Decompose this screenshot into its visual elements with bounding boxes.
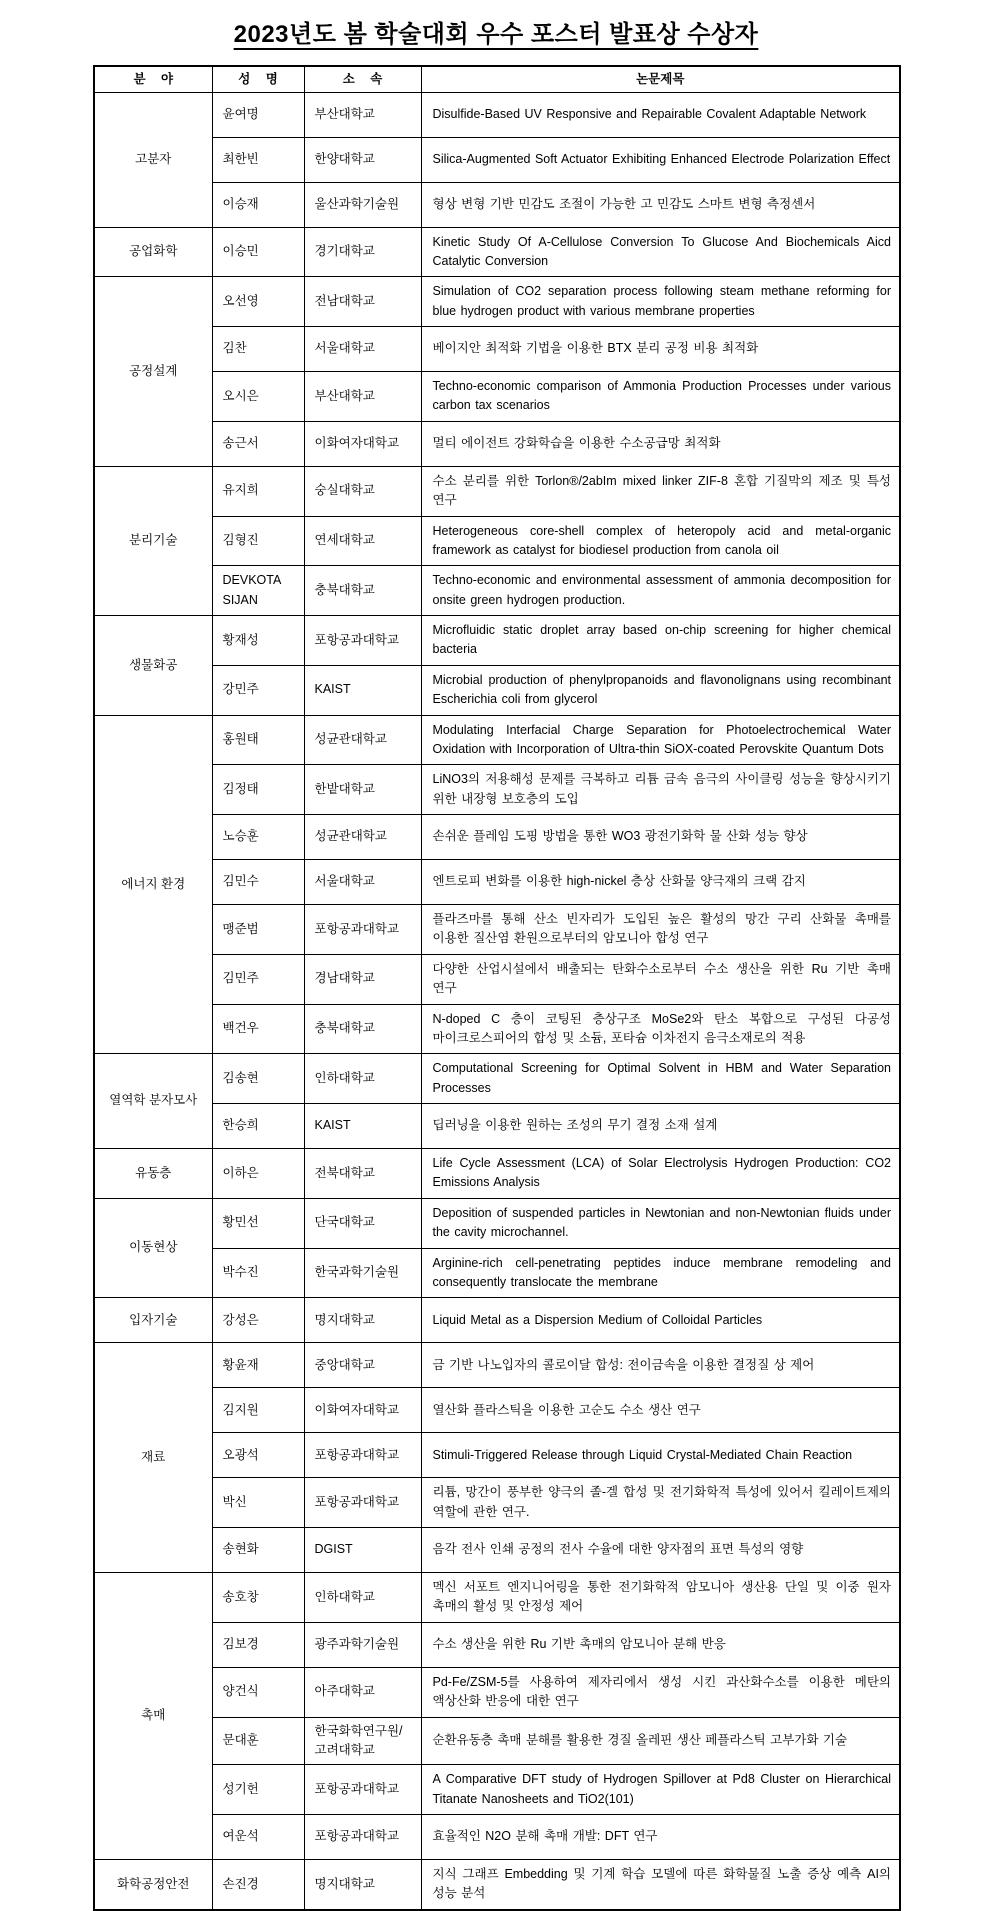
table-row [94, 277, 900, 327]
paper-title-cell: Disulfide-Based UV Responsive and Repairable Covalent Adaptable Network [421, 92, 900, 137]
field-cell: 열역학 분자모사 [94, 1054, 212, 1149]
affiliation-cell: 서울대학교 [304, 860, 421, 905]
field-cell: 유동층 [94, 1149, 212, 1199]
table-row [94, 516, 900, 566]
paper-title-cell: 음각 전사 인쇄 공정의 전사 수율에 대한 양자점의 표면 특성의 영향 [421, 1528, 900, 1573]
affiliation-cell: 전남대학교 [304, 277, 421, 327]
affiliation-cell: 한국과학기술원 [304, 1248, 421, 1298]
affiliation-cell: 인하대학교 [304, 1573, 421, 1623]
table-row [94, 1248, 900, 1298]
name-cell: 김정태 [212, 765, 304, 815]
paper-title-cell: 손쉬운 플레임 도핑 방법을 통한 WO3 광전기화학 물 산화 성능 향상 [421, 815, 900, 860]
name-cell: 박수진 [212, 1248, 304, 1298]
paper-title-cell: 효율적인 N2O 분해 촉매 개발: DFT 연구 [421, 1815, 900, 1860]
paper-title-cell: Arginine-rich cell-penetrating peptides induce membrane remodeling and consequently translocate the membrane [421, 1248, 900, 1298]
affiliation-cell: 포항공과대학교 [304, 905, 421, 955]
table-row [94, 860, 900, 905]
paper-title-cell: Silica-Augmented Soft Actuator Exhibiting Enhanced Electrode Polarization Effect [421, 137, 900, 182]
paper-title-cell: N-doped C 층이 코팅된 층상구조 MoSe2와 탄소 복합으로 구성된 다공성 마이크로스피어의 합성 및 소듐, 포타슘 이차전지 음극소재로의 적용 [421, 1004, 900, 1054]
name-cell: 송근서 [212, 421, 304, 466]
affiliation-cell: 포항공과대학교 [304, 1815, 421, 1860]
name-cell: 김지원 [212, 1388, 304, 1433]
table-row [94, 1198, 900, 1248]
table-row [94, 227, 900, 277]
table-row [94, 1054, 900, 1104]
table-row [94, 1388, 900, 1433]
name-cell: 박신 [212, 1478, 304, 1528]
affiliation-cell: DGIST [304, 1528, 421, 1573]
table-row [94, 372, 900, 422]
name-cell: 황윤재 [212, 1343, 304, 1388]
paper-title-cell: Microfluidic static droplet array based on-chip screening for higher chemical bacteria [421, 616, 900, 666]
name-cell: 오시은 [212, 372, 304, 422]
name-cell: 강성은 [212, 1298, 304, 1343]
affiliation-cell: 한밭대학교 [304, 765, 421, 815]
paper-title-cell: Techno-economic comparison of Ammonia Production Processes under various carbon tax scenarios [421, 372, 900, 422]
name-cell: 이하은 [212, 1149, 304, 1199]
name-cell: 홍원태 [212, 715, 304, 765]
table-row [94, 815, 900, 860]
field-cell: 생물화공 [94, 616, 212, 716]
table-row [94, 616, 900, 666]
table-row [94, 1298, 900, 1343]
affiliation-cell: 충북대학교 [304, 1004, 421, 1054]
affiliation-cell: 광주과학기술원 [304, 1622, 421, 1667]
affiliation-cell: 부산대학교 [304, 92, 421, 137]
name-cell: 오광석 [212, 1433, 304, 1478]
name-cell: 이승민 [212, 227, 304, 277]
table-row [94, 1717, 900, 1765]
paper-title-cell: Deposition of suspended particles in Newtonian and non-Newtonian fluids under the cavity microchannel. [421, 1198, 900, 1248]
name-cell: 양건식 [212, 1667, 304, 1717]
paper-title-cell: Kinetic Study Of A-Cellulose Conversion To Glucose And Biochemicals Aicd Catalytic Conversion [421, 227, 900, 277]
affiliation-cell: 포항공과대학교 [304, 1765, 421, 1815]
table-row [94, 1860, 900, 1910]
name-cell: 이승재 [212, 182, 304, 227]
affiliation-cell: 성균관대학교 [304, 715, 421, 765]
paper-title-cell: 수소 생산을 위한 Ru 기반 촉매의 암모니아 분해 반응 [421, 1622, 900, 1667]
name-cell: 여운석 [212, 1815, 304, 1860]
table-row [94, 137, 900, 182]
field-cell: 에너지 환경 [94, 715, 212, 1054]
name-cell: 최한빈 [212, 137, 304, 182]
table-row [94, 1815, 900, 1860]
paper-title-cell: Computational Screening for Optimal Solvent in HBM and Water Separation Processes [421, 1054, 900, 1104]
table-row [94, 466, 900, 516]
paper-title-cell: 다양한 산업시설에서 배출되는 탄화수소로부터 수소 생산을 위한 Ru 기반 촉매 연구 [421, 954, 900, 1004]
affiliation-cell: 경기대학교 [304, 227, 421, 277]
affiliation-cell: 울산과학기술원 [304, 182, 421, 227]
paper-title-cell: 리튬, 망간이 풍부한 양극의 졸-겔 합성 및 전기화학적 특성에 있어서 킬레이트제의 역할에 관한 연구. [421, 1478, 900, 1528]
table-row [94, 1765, 900, 1815]
affiliation-cell: 명지대학교 [304, 1860, 421, 1910]
table-row [94, 1528, 900, 1573]
paper-title-cell: Heterogeneous core-shell complex of heteropoly acid and metal-organic framework as catalyst for biodiesel production from canola oil [421, 516, 900, 566]
table-row [94, 954, 900, 1004]
name-cell: 문대훈 [212, 1717, 304, 1765]
paper-title-cell: Stimuli-Triggered Release through Liquid Crystal-Mediated Chain Reaction [421, 1433, 900, 1478]
affiliation-cell: 연세대학교 [304, 516, 421, 566]
paper-title-cell: Microbial production of phenylpropanoids and flavonolignans using recombinant Escherichia coli from glycerol [421, 665, 900, 715]
name-cell: 황재성 [212, 616, 304, 666]
table-row [94, 765, 900, 815]
name-cell: 윤여명 [212, 92, 304, 137]
field-cell: 입자기술 [94, 1298, 212, 1343]
affiliation-cell: 인하대학교 [304, 1054, 421, 1104]
name-cell: 손진경 [212, 1860, 304, 1910]
affiliation-cell: 서울대학교 [304, 327, 421, 372]
paper-title-cell: Modulating Interfacial Charge Separation for Photoelectrochemical Water Oxidation with Incorporation of Ultra-thin SiOX-coated Perovskite Quantum Dots [421, 715, 900, 765]
name-cell: 황민선 [212, 1198, 304, 1248]
affiliation-cell: KAIST [304, 665, 421, 715]
name-cell: 맹준범 [212, 905, 304, 955]
affiliation-cell: 이화여자대학교 [304, 421, 421, 466]
header-affiliation: 소 속 [304, 66, 421, 92]
name-cell: 김보경 [212, 1622, 304, 1667]
affiliation-cell: 아주대학교 [304, 1667, 421, 1717]
affiliation-cell: 경남대학교 [304, 954, 421, 1004]
paper-title-cell: 딥러닝을 이용한 원하는 조성의 무기 결정 소재 설계 [421, 1104, 900, 1149]
paper-title-cell: A Comparative DFT study of Hydrogen Spillover at Pd8 Cluster on Hierarchical Titanate Nanosheets and TiO2(101) [421, 1765, 900, 1815]
paper-title-cell: Life Cycle Assessment (LCA) of Solar Electrolysis Hydrogen Production: CO2 Emissions Analysis [421, 1149, 900, 1199]
table-row [94, 1478, 900, 1528]
paper-title-cell: LiNO3의 저용해성 문제를 극복하고 리튬 금속 음극의 사이클링 성능을 향상시키기 위한 내장형 보호층의 도입 [421, 765, 900, 815]
affiliation-cell: 중앙대학교 [304, 1343, 421, 1388]
table-row [94, 1343, 900, 1388]
paper-title-cell: 순환유동층 촉매 분해를 활용한 경질 올레핀 생산 페플라스틱 고부가화 기술 [421, 1717, 900, 1765]
field-cell: 공업화학 [94, 227, 212, 277]
awards-table-body [94, 92, 900, 1910]
table-row [94, 1573, 900, 1623]
affiliation-cell: 한국화학연구원/고려대학교 [304, 1717, 421, 1765]
paper-title-cell: 금 기반 나노입자의 콜로이달 합성: 전이금속을 이용한 결정질 상 제어 [421, 1343, 900, 1388]
affiliation-cell: 한양대학교 [304, 137, 421, 182]
table-row [94, 715, 900, 765]
paper-title-cell: Liquid Metal as a Dispersion Medium of Colloidal Particles [421, 1298, 900, 1343]
table-row [94, 665, 900, 715]
paper-title-cell: 플라즈마를 통해 산소 빈자리가 도입된 높은 활성의 망간 구리 산화물 촉매를 이용한 질산염 환원으로부터의 암모니아 합성 연구 [421, 905, 900, 955]
paper-title-cell: 멀티 에이전트 강화학습을 이용한 수소공급망 최적화 [421, 421, 900, 466]
paper-title-cell: 엔트로피 변화를 이용한 high-nickel 층상 산화물 양극재의 크랙 감지 [421, 860, 900, 905]
affiliation-cell: 부산대학교 [304, 372, 421, 422]
field-cell: 촉매 [94, 1573, 212, 1860]
name-cell: DEVKOTA SIJAN [212, 566, 304, 616]
affiliation-cell: 포항공과대학교 [304, 616, 421, 666]
name-cell: 김송현 [212, 1054, 304, 1104]
paper-title-cell: 멕신 서포트 엔지니어링을 통한 전기화학적 암모니아 생산용 단일 및 이중 원자 촉매의 활성 및 안정성 제어 [421, 1573, 900, 1623]
page-title: 2023년도 봄 학술대회 우수 포스터 발표상 수상자 [233, 21, 759, 48]
field-cell: 이동현상 [94, 1198, 212, 1298]
name-cell: 김민주 [212, 954, 304, 1004]
field-cell: 재료 [94, 1343, 212, 1573]
table-row [94, 421, 900, 466]
affiliation-cell: 포항공과대학교 [304, 1478, 421, 1528]
paper-title-cell: Simulation of CO2 separation process following steam methane reforming for blue hydrogen product with various membrane properties [421, 277, 900, 327]
affiliation-cell: 명지대학교 [304, 1298, 421, 1343]
table-row [94, 327, 900, 372]
name-cell: 노승훈 [212, 815, 304, 860]
header-paper-title: 논문제목 [421, 66, 900, 92]
paper-title-cell: 베이지안 최적화 기법을 이용한 BTX 분리 공정 비용 최적화 [421, 327, 900, 372]
table-row [94, 182, 900, 227]
table-row [94, 1667, 900, 1717]
name-cell: 송호창 [212, 1573, 304, 1623]
table-row [94, 92, 900, 137]
paper-title-cell: 형상 변형 기반 민감도 조절이 가능한 고 민감도 스마트 변형 측정센서 [421, 182, 900, 227]
table-row [94, 1149, 900, 1199]
affiliation-cell: 전북대학교 [304, 1149, 421, 1199]
name-cell: 김형진 [212, 516, 304, 566]
name-cell: 백건우 [212, 1004, 304, 1054]
table-row [94, 905, 900, 955]
paper-title-cell: 지식 그래프 Embedding 및 기계 학습 모델에 따른 화학물질 노출 증상 예측 AI의 성능 분석 [421, 1860, 900, 1910]
table-row [94, 1433, 900, 1478]
paper-title-cell: Techno-economic and environmental assessment of ammonia decomposition for onsite green hydrogen production. [421, 566, 900, 616]
paper-title-cell: 열산화 플라스틱을 이용한 고순도 수소 생산 연구 [421, 1388, 900, 1433]
affiliation-cell: KAIST [304, 1104, 421, 1149]
affiliation-cell: 충북대학교 [304, 566, 421, 616]
affiliation-cell: 이화여자대학교 [304, 1388, 421, 1433]
paper-title-cell: 수소 분리를 위한 Torlon®/2abIm mixed linker ZIF-8 혼합 기질막의 제조 및 특성 연구 [421, 466, 900, 516]
table-row [94, 1622, 900, 1667]
field-cell: 화학공정안전 [94, 1860, 212, 1910]
table-row [94, 1004, 900, 1054]
field-cell: 분리기술 [94, 466, 212, 615]
affiliation-cell: 성균관대학교 [304, 815, 421, 860]
affiliation-cell: 포항공과대학교 [304, 1433, 421, 1478]
name-cell: 한승희 [212, 1104, 304, 1149]
name-cell: 오선영 [212, 277, 304, 327]
table-row [94, 1104, 900, 1149]
name-cell: 송현화 [212, 1528, 304, 1573]
field-cell: 고분자 [94, 92, 212, 227]
name-cell: 유지희 [212, 466, 304, 516]
paper-title-cell: Pd-Fe/ZSM-5를 사용하여 제자리에서 생성 시킨 과산화수소를 이용한 메탄의 액상산화 반응에 대한 연구 [421, 1667, 900, 1717]
name-cell: 김민수 [212, 860, 304, 905]
header-field: 분 야 [94, 66, 212, 92]
header-row [94, 66, 900, 92]
table-row [94, 566, 900, 616]
name-cell: 성기헌 [212, 1765, 304, 1815]
affiliation-cell: 숭실대학교 [304, 466, 421, 516]
name-cell: 강민주 [212, 665, 304, 715]
name-cell: 김찬 [212, 327, 304, 372]
header-name: 성 명 [212, 66, 304, 92]
field-cell: 공정설계 [94, 277, 212, 467]
affiliation-cell: 단국대학교 [304, 1198, 421, 1248]
awards-table [93, 65, 901, 1911]
